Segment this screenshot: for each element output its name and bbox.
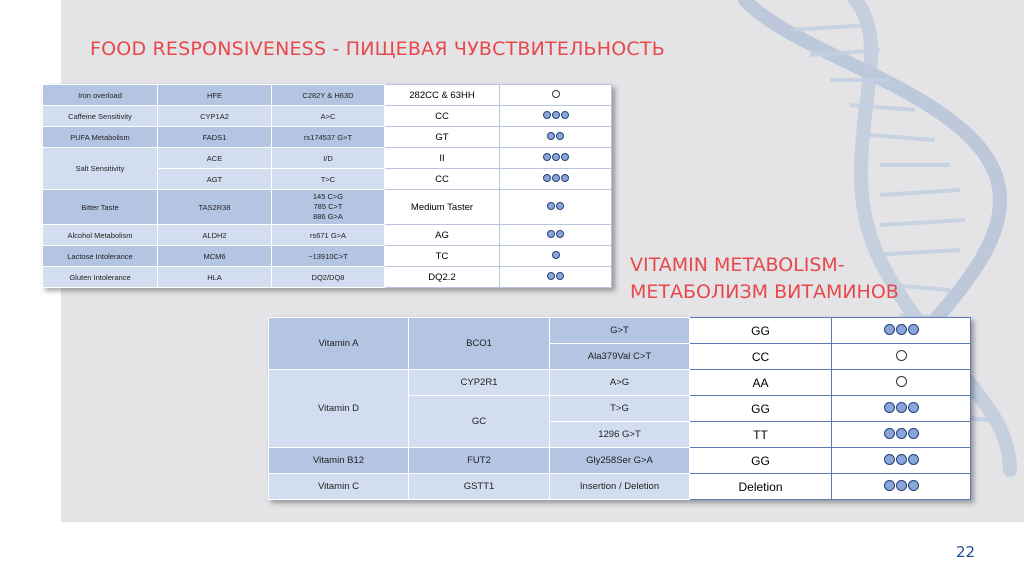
- gene-cell: BCO1: [409, 318, 550, 370]
- level-dots: [884, 454, 919, 465]
- table-row: [43, 190, 612, 225]
- empty-circle-icon: [896, 350, 907, 361]
- variant-line: 785 C>T: [313, 202, 343, 211]
- genotype-cell: CC: [385, 106, 500, 127]
- risk-level-cell: [832, 318, 971, 344]
- genotype-cell: 282CC & 63HH: [385, 85, 500, 106]
- risk-level-cell: [500, 169, 612, 190]
- variant-cell: −13910C>T: [272, 246, 385, 267]
- trait-cell: Alcohol Metabolism: [43, 225, 158, 246]
- variant-cell: A>G: [550, 370, 690, 396]
- trait-cell: Caffeine Sensitivity: [43, 106, 158, 127]
- filled-circle-icon: [896, 428, 907, 439]
- filled-circle-icon: [547, 272, 555, 280]
- filled-circle-icon: [908, 324, 919, 335]
- vitamin-metabolism-table: [268, 317, 971, 500]
- table-row: [43, 85, 612, 106]
- filled-circle-icon: [543, 153, 551, 161]
- filled-circle-icon: [884, 454, 895, 465]
- table-row: [269, 370, 971, 396]
- filled-circle-icon: [908, 402, 919, 413]
- filled-circle-icon: [552, 153, 560, 161]
- genotype-cell: GT: [385, 127, 500, 148]
- filled-circle-icon: [896, 480, 907, 491]
- level-dots: [552, 90, 560, 98]
- trait-cell: Iron overload: [43, 85, 158, 106]
- variant-cell: rs671 G>A: [272, 225, 385, 246]
- table-row: [43, 148, 612, 169]
- genotype-cell: CC: [385, 169, 500, 190]
- variant-cell: Gly258Ser G>A: [550, 448, 690, 474]
- gene-cell: FADS1: [158, 127, 272, 148]
- filled-circle-icon: [552, 174, 560, 182]
- genotype-cell: AG: [385, 225, 500, 246]
- variant-cell: Insertion / Deletion: [550, 474, 690, 500]
- food-responsiveness-title: FOOD RESPONSIVENESS - ПИЩЕВАЯ ЧУВСТВИТЕЛЬНОСТЬ: [90, 38, 665, 60]
- filled-circle-icon: [547, 230, 555, 238]
- variant-cell: I/D: [272, 148, 385, 169]
- food-responsiveness-table: [42, 84, 612, 288]
- risk-level-cell: [832, 422, 971, 448]
- genotype-cell: GG: [690, 448, 832, 474]
- filled-circle-icon: [547, 132, 555, 140]
- risk-level-cell: [500, 246, 612, 267]
- trait-cell: Lactose Intolerance: [43, 246, 158, 267]
- variant-cell: T>G: [550, 396, 690, 422]
- variant-cell: rs174537 G>T: [272, 127, 385, 148]
- genotype-cell: TT: [690, 422, 832, 448]
- filled-circle-icon: [556, 272, 564, 280]
- filled-circle-icon: [561, 111, 569, 119]
- level-dots: [547, 202, 564, 210]
- filled-circle-icon: [552, 111, 560, 119]
- vitamin-cell: Vitamin B12: [269, 448, 409, 474]
- filled-circle-icon: [884, 480, 895, 491]
- filled-circle-icon: [884, 402, 895, 413]
- risk-level-cell: [500, 148, 612, 169]
- risk-level-cell: [500, 267, 612, 288]
- filled-circle-icon: [896, 402, 907, 413]
- variant-cell: Ala379Val C>T: [550, 344, 690, 370]
- variant-cell: 1296 G>T: [550, 422, 690, 448]
- filled-circle-icon: [556, 202, 564, 210]
- genotype-cell: II: [385, 148, 500, 169]
- gene-cell: HLA: [158, 267, 272, 288]
- filled-circle-icon: [884, 324, 895, 335]
- level-dots: [884, 428, 919, 439]
- variant-line: 145 C>G: [312, 192, 344, 201]
- filled-circle-icon: [556, 230, 564, 238]
- variant-line: 886 G>A: [313, 212, 343, 221]
- filled-circle-icon: [896, 454, 907, 465]
- table-row: [43, 225, 612, 246]
- risk-level-cell: [832, 344, 971, 370]
- risk-level-cell: [500, 190, 612, 225]
- variant-cell: G>T: [550, 318, 690, 344]
- gene-cell: ALDH2: [158, 225, 272, 246]
- table-row: [269, 318, 971, 344]
- trait-cell: PUFA Metabolism: [43, 127, 158, 148]
- variant-cell: DQ2/DQ8: [272, 267, 385, 288]
- variant-cell: [272, 190, 385, 225]
- filled-circle-icon: [552, 251, 560, 259]
- gene-cell: TAS2R38: [158, 190, 272, 225]
- genotype-cell: GG: [690, 396, 832, 422]
- vitamin-cell: Vitamin A: [269, 318, 409, 370]
- genotype-cell: DQ2.2: [385, 267, 500, 288]
- trait-cell: Gluten Intolerance: [43, 267, 158, 288]
- level-dots: [547, 272, 564, 280]
- gene-cell: GSTT1: [409, 474, 550, 500]
- level-dots: [543, 174, 569, 182]
- genotype-cell: Deletion: [690, 474, 832, 500]
- vitamin-title-line2: МЕТАБОЛИЗМ ВИТАМИНОВ: [630, 281, 899, 303]
- gene-cell: FUT2: [409, 448, 550, 474]
- table-row: [269, 474, 971, 500]
- filled-circle-icon: [543, 111, 551, 119]
- filled-circle-icon: [547, 202, 555, 210]
- level-dots: [547, 230, 564, 238]
- risk-level-cell: [832, 396, 971, 422]
- empty-circle-icon: [552, 90, 560, 98]
- table-row: [43, 267, 612, 288]
- table-row: [43, 106, 612, 127]
- level-dots: [884, 324, 919, 335]
- gene-cell: AGT: [158, 169, 272, 190]
- table-row: [43, 246, 612, 267]
- vitamin-title-line1: VITAMIN METABOLISM-: [630, 254, 845, 276]
- risk-level-cell: [832, 370, 971, 396]
- vitamin-cell: Vitamin D: [269, 370, 409, 448]
- filled-circle-icon: [908, 480, 919, 491]
- filled-circle-icon: [908, 428, 919, 439]
- risk-level-cell: [832, 474, 971, 500]
- trait-cell: Salt Sensitivity: [43, 148, 158, 190]
- level-dots: [896, 376, 907, 387]
- gene-cell: CYP2R1: [409, 370, 550, 396]
- trait-cell: Bitter Taste: [43, 190, 158, 225]
- table-row: [43, 127, 612, 148]
- vitamin-metabolism-title: [630, 252, 899, 306]
- level-dots: [543, 111, 569, 119]
- filled-circle-icon: [884, 428, 895, 439]
- genotype-cell: AA: [690, 370, 832, 396]
- gene-cell: ACE: [158, 148, 272, 169]
- level-dots: [884, 480, 919, 491]
- page-number: 22: [956, 543, 976, 561]
- filled-circle-icon: [561, 174, 569, 182]
- genotype-cell: Medium Taster: [385, 190, 500, 225]
- variant-cell: T>C: [272, 169, 385, 190]
- genotype-cell: TC: [385, 246, 500, 267]
- genotype-cell: GG: [690, 318, 832, 344]
- level-dots: [552, 251, 560, 259]
- risk-level-cell: [500, 85, 612, 106]
- filled-circle-icon: [556, 132, 564, 140]
- risk-level-cell: [500, 127, 612, 148]
- gene-cell: HFE: [158, 85, 272, 106]
- level-dots: [896, 350, 907, 361]
- filled-circle-icon: [561, 153, 569, 161]
- level-dots: [547, 132, 564, 140]
- table-row: [269, 448, 971, 474]
- risk-level-cell: [500, 106, 612, 127]
- empty-circle-icon: [896, 376, 907, 387]
- variant-cell: C282Y & H63D: [272, 85, 385, 106]
- gene-cell: GC: [409, 396, 550, 448]
- genotype-cell: CC: [690, 344, 832, 370]
- filled-circle-icon: [896, 324, 907, 335]
- risk-level-cell: [500, 225, 612, 246]
- filled-circle-icon: [908, 454, 919, 465]
- vitamin-cell: Vitamin C: [269, 474, 409, 500]
- gene-cell: MCM6: [158, 246, 272, 267]
- level-dots: [543, 153, 569, 161]
- risk-level-cell: [832, 448, 971, 474]
- variant-cell: A>C: [272, 106, 385, 127]
- filled-circle-icon: [543, 174, 551, 182]
- level-dots: [884, 402, 919, 413]
- gene-cell: CYP1A2: [158, 106, 272, 127]
